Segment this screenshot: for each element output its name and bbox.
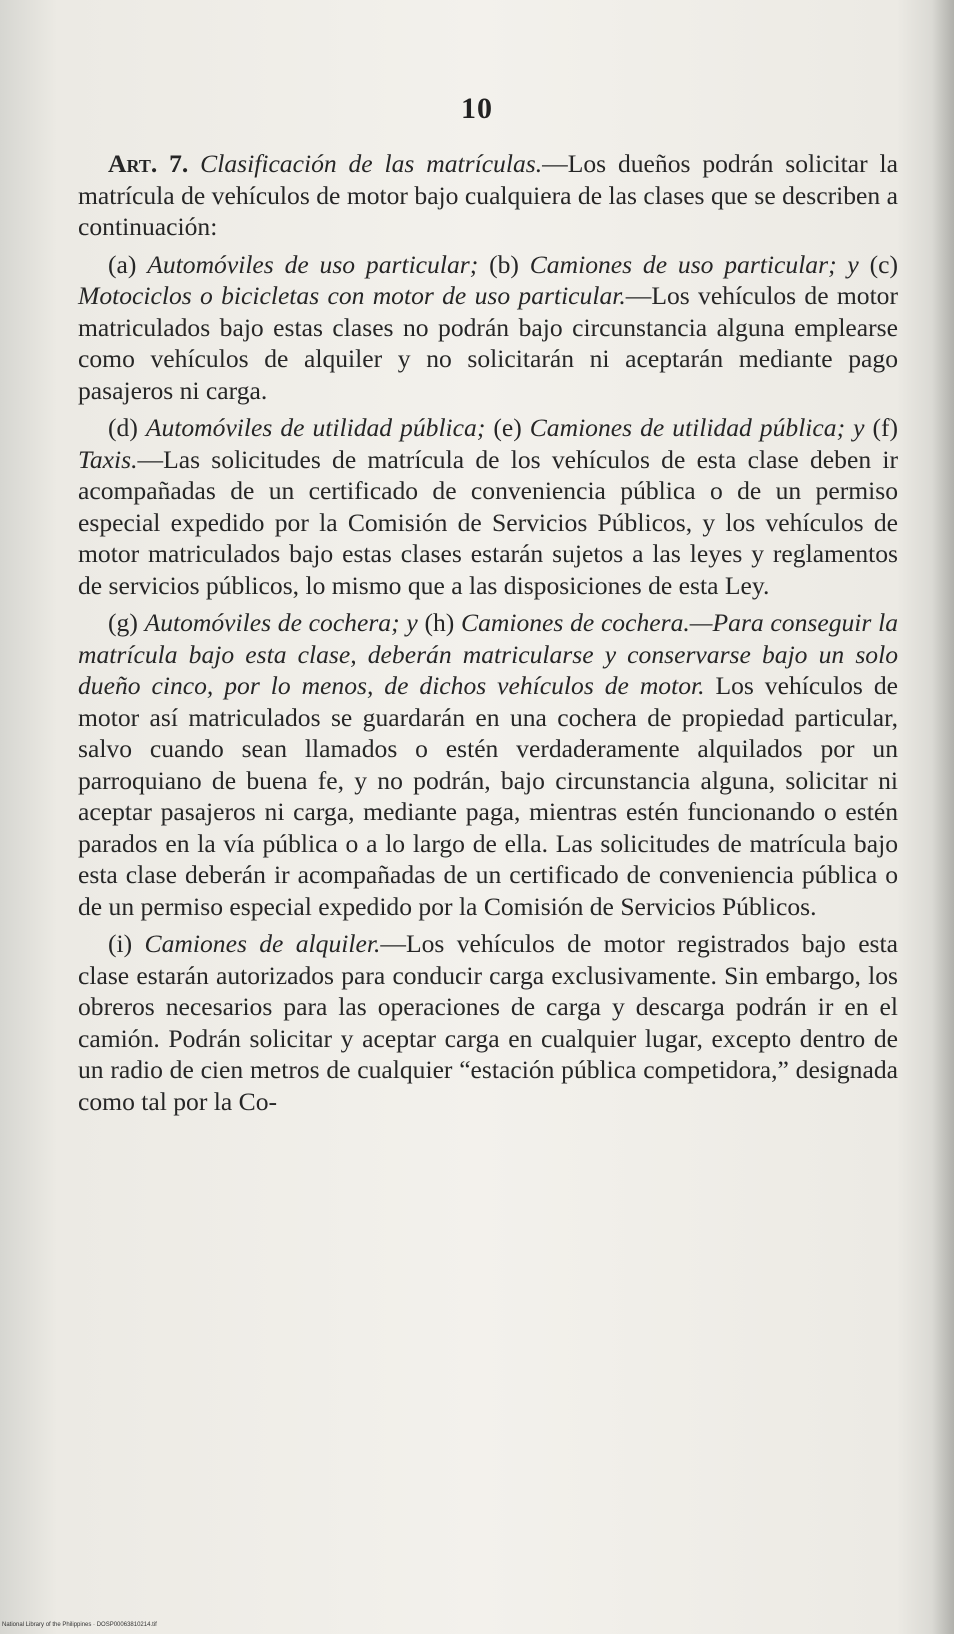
clause-letter: (e) [493, 413, 522, 442]
paragraph-text: —Los vehículos de motor registrados bajo esta clase estarán autorizados para conducir carga exclusivamente. Sin embargo, los obreros necesarios para las operaciones de carga y descarga podrán ir en el camión. Podrán solicitar y aceptar carga en cualquier lugar, excepto dentro de un radio de cien metros de cualquier “estación pública competidora,” designada como tal por la Co- [78, 929, 898, 1116]
clause-name: Automóviles de cochera; [144, 608, 400, 637]
clause-letter: (i) [108, 929, 133, 958]
paragraph-class-i [78, 928, 898, 1117]
article-title: Clasificación de las matrículas. [200, 149, 543, 178]
clause-name: Camiones de cochera. [461, 608, 690, 637]
paragraph-text: —Las solicitudes de matrícula de los vehículos de esta clase deben ir acompañadas de un certificado de conveniencia pública o de un permiso especial expedido por la Comisión de Servicios Públicos, y los vehículos de motor matriculados bajo estas clases estarán sujetos a las leyes y reglamentos de servicios públicos, lo mismo que a las disposiciones de esta Ley. [78, 444, 898, 600]
italic-text: —Para conseguir la matrícula bajo esta clase, deberán matricularse y conservarse bajo un solo dueño cinco, por lo menos, de dichos vehículos de motor. [78, 608, 898, 700]
paragraph-classes-g-h [78, 607, 898, 922]
clause-letter: (d) [108, 413, 138, 442]
clause-letter: (c) [869, 249, 899, 279]
clause-name: Automóviles de utilidad pública; [145, 413, 486, 442]
conjunction: y [406, 608, 418, 637]
clause-name: Taxis. [78, 444, 138, 474]
page-number: 10 [461, 92, 493, 125]
clause-name: Camiones de utilidad pública; [529, 413, 846, 442]
paragraph-classes-d-f [78, 412, 898, 601]
clause-letter: (a) [108, 249, 137, 279]
clause-letter: (g) [108, 608, 138, 637]
paragraph-text: —Los dueños podrán solicitar la matrícula de vehículos de motor bajo cualquiera de las clases que se describen a continuación: [78, 149, 898, 241]
clause-letter: (b) [489, 249, 519, 279]
paragraph-art-7 [78, 148, 898, 243]
body-text [78, 148, 898, 1123]
clause-name: Automóviles de uso particular; [147, 249, 479, 279]
scan-footer: National Library of the Philippines · DOSP00063810214.tif [2, 1622, 157, 1628]
clause-letter: (f) [872, 413, 899, 442]
conjunction: y [847, 249, 859, 279]
paragraph-classes-a-c [78, 249, 898, 407]
clause-name: Motociclos o bicicletas con motor de uso particular. [78, 281, 626, 310]
clause-name: Camiones de alquiler. [144, 929, 381, 958]
article-label: Art. 7. [108, 149, 189, 178]
conjunction: y [853, 413, 865, 442]
paragraph-text: —Los vehículos de motor matriculados bajo estas clases no podrán bajo circunstancia alguna emplearse como vehículos de alquiler y no solicitarán ni aceptarán mediante pago pasajeros ni carga. [78, 281, 899, 405]
paragraph-text: Los vehículos de motor así matriculados se guardarán en una cochera de propiedad particular, salvo cuando sean llamados o estén verdaderamente alquilados por un parroquiano de buena fe, y no podrán, bajo circunstancia alguna, solicitar ni aceptar pasajeros ni carga, mediante paga, mientras estén funcionando o estén parados en la vía pública o a lo largo de ella. Las solicitudes de matrícula bajo esta clase deberán ir acompañadas de un certificado de conveniencia pública o de un permiso especial expedido por la Comisión de Servicios Públicos. [78, 671, 898, 921]
clause-letter: (h) [424, 608, 455, 637]
scan-shadow-edge [932, 0, 954, 1634]
clause-name: Camiones de uso particular; [529, 249, 837, 279]
